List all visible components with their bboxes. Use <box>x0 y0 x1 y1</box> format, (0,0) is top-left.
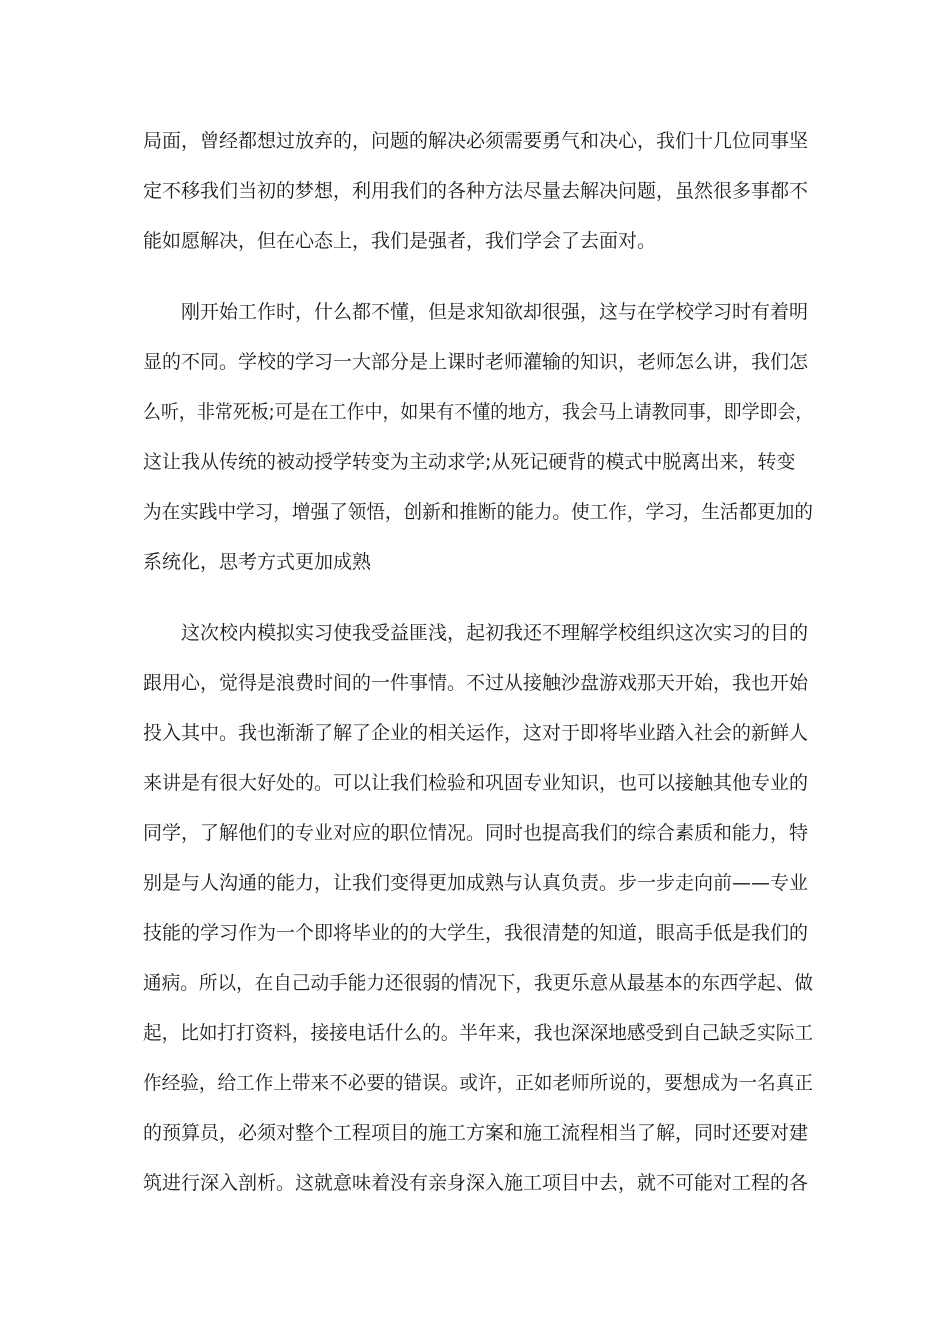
paragraph-line: 定不移我们当初的梦想，利用我们的各种方法尽量去解决问题，虽然很多事都不 <box>143 180 809 202</box>
paragraph-line: 么听，非常死板;可是在工作中，如果有不懂的地方，我会马上请教同事，即学即会， <box>143 401 814 423</box>
paragraph-line: 刚开始工作时，什么都不懂，但是求知欲却很强，这与在学校学习时有着明 <box>181 301 809 323</box>
paragraph-line: 投入其中。我也渐渐了解了企业的相关运作，这对于即将毕业踏入社会的新鲜人 <box>143 722 809 744</box>
paragraph-line: 筑进行深入剖析。这就意味着没有亲身深入施工项目中去，就不可能对工程的各 <box>143 1172 809 1194</box>
paragraph-line: 通病。所以，在自己动手能力还很弱的情况下，我更乐意从最基本的东西学起、做 <box>143 972 813 994</box>
paragraph-line: 来讲是有很大好处的。可以让我们检验和巩固专业知识，也可以接触其他专业的 <box>143 772 809 794</box>
paragraph-line: 技能的学习作为一个即将毕业的的大学生，我很清楚的知道，眼高手低是我们的 <box>143 922 809 944</box>
paragraph-line: 同学，了解他们的专业对应的职位情况。同时也提高我们的综合素质和能力，特 <box>143 822 809 844</box>
paragraph-line: 的预算员，必须对整个工程项目的施工方案和施工流程相当了解，同时还要对建 <box>143 1122 809 1144</box>
paragraph-line: 作经验，给工作上带来不必要的错误。或许，正如老师所说的，要想成为一名真正 <box>143 1072 813 1094</box>
paragraph-line: 局面，曾经都想过放弃的，问题的解决必须需要勇气和决心，我们十几位同事坚 <box>143 130 809 152</box>
paragraph-line: 系统化，思考方式更加成熟 <box>143 551 372 573</box>
paragraph-line: 这让我从传统的被动授学转变为主动求学;从死记硬背的模式中脱离出来，转变 <box>143 451 796 473</box>
paragraph-line: 显的不同。学校的学习一大部分是上课时老师灌输的知识，老师怎么讲，我们怎 <box>143 351 809 373</box>
paragraph-line: 这次校内模拟实习使我受益匪浅，起初我还不理解学校组织这次实习的目的 <box>181 622 809 644</box>
paragraph-line: 别是与人沟通的能力，让我们变得更加成熟与认真负责。步一步走向前——专业 <box>143 872 809 894</box>
paragraph-line: 为在实践中学习，增强了领悟，创新和推断的能力。使工作，学习，生活都更加的 <box>143 501 813 523</box>
paragraph-line: 能如愿解决，但在心态上，我们是强者，我们学会了去面对。 <box>143 230 657 252</box>
paragraph-line: 起，比如打打资料，接接电话什么的。半年来，我也深深地感受到自己缺乏实际工 <box>143 1022 813 1044</box>
paragraph-line: 跟用心，觉得是浪费时间的一件事情。不过从接触沙盘游戏那天开始，我也开始 <box>143 672 809 694</box>
